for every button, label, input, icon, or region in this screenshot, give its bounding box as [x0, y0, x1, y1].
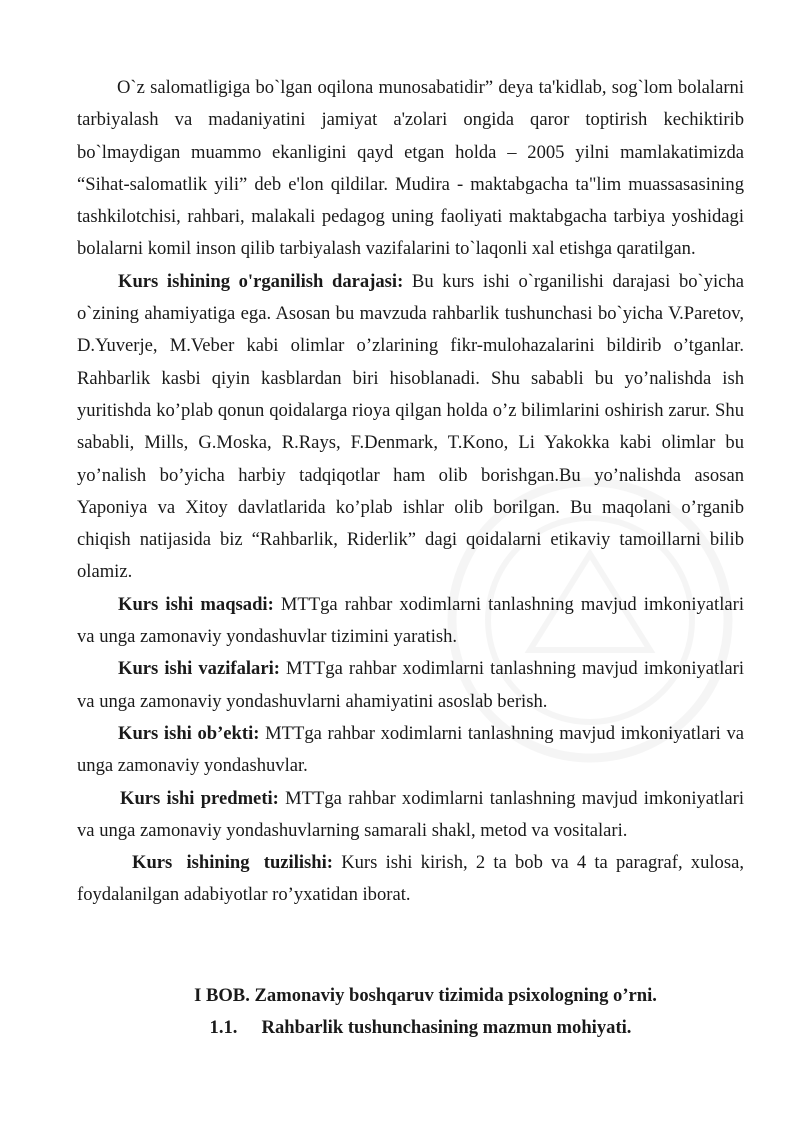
spacer — [77, 912, 744, 980]
section-number: 1.1. — [209, 1017, 238, 1039]
subject-paragraph — [77, 783, 744, 848]
section-heading — [77, 1012, 744, 1044]
paragraph-text: MTTga rahbar xodimlarni tanlashning mavjud imkoniyatlari va unga zamonaviy yondashuvlarning samarali shakl, metod va vositalari. — [77, 787, 744, 841]
paragraph-text: MTTga rahbar xodimlarni tanlashning mavjud imkoniyatlari va unga zamonaviy yondashuvlarni ahamiyatini asoslab berish. — [77, 658, 744, 712]
paragraph-text: Kurs ishi kirish, 2 ta bob va 4 ta paragraf, xulosa, foydalanilgan adabiyotlar ro’yxatidan iborat. — [77, 852, 744, 906]
structure-paragraph — [77, 847, 744, 912]
paragraph-label: Kurs ishining tuzilishi: — [132, 852, 333, 874]
object-paragraph — [77, 718, 744, 783]
paragraph-label: Kurs ishi maqsadi: — [118, 593, 274, 615]
paragraph-label: Kurs ishining o'rganilish darajasi: — [118, 270, 404, 292]
paragraph-text: MTTga rahbar xodimlarni tanlashning mavjud imkoniyatlari va unga zamonaviy yondashuvlar tizimini yaratish. — [77, 593, 744, 648]
paragraph-label: Kurs ishi predmeti: — [120, 787, 279, 809]
paragraph-label: Kurs ishi ob’ekti: — [118, 722, 260, 744]
paragraph-text: Bu kurs ishi o`rganilishi darajasi bo`yicha o`zining ahamiyatiga ega. Asosan bu mavzuda rahbarlik tushunchasi bo`yicha V.Paretov, D.Yuverje, M.Veber kabi olimlar o’zlarining fikr-mulohazalarini bildirib o’tganlar. Rahbarlik kasbi qiyin kasblardan biri hisoblanadi. Shu sababli bu yo’nalishda ish yuritishda ko’plab qonun qoidalarga rioya qilgan holda o’z bilimlarini oshirish zarur. Shu sababli, Mills, G.Moska, R.Rays, F.Denmark, T.Kono, Li Yakokka kabi olimlar bu yo’nalish bo’yicha harbiy tadqiqotlar ham olib borishgan.Bu yo’nalishda asosan Yaponiya va Xitoy davlatlarida ko’plab ishlar olib borilgan. Bu maqolani o’rganib chiqish natijasida biz “Rahbarlik, Riderlik” dagi qoidalarni etikaviy tamoillarni bilib olamiz. — [77, 270, 744, 583]
goal-paragraph — [77, 589, 744, 654]
paragraph-text: O`z salomatligiga bo`lgan oqilona munosabatidir” deya ta'kidlab, sog`lom bolalarni tarbiyalash va madaniyatini jamiyat a'zolari ongida qaror toptirish kechiktirib bo`lmaydigan muammo ekanligini qayd etgan holda – 2005 yilni mamlakatimizda “Sihat-salomatlik yili” deb e'lon qildilar. Mudira - maktabgacha ta"lim muassasasining tashkilotchisi, rahbari, malakali pedagog uning faoliyati maktabgacha tarbiya yoshidagi bolalarni komil inson qilib tarbiyalash vazifalarini to`laqonli xal etishga qaratilgan. — [77, 77, 744, 260]
section-title: Rahbarlik tushunchasining mazmun mohiyati. — [261, 1017, 632, 1039]
tasks-paragraph — [77, 653, 744, 718]
intro-paragraph — [77, 72, 744, 266]
chapter-title: I BOB. Zamonaviy boshqaruv tizimida psixologning o’rni. — [194, 984, 657, 1006]
paragraph-text: MTTga rahbar xodimlarni tanlashning mavjud imkoniyatlari va unga zamonaviy yondashuvlar. — [77, 722, 744, 777]
study-level-paragraph — [77, 266, 744, 589]
paragraph-label: Kurs ishi vazifalari: — [118, 658, 280, 680]
